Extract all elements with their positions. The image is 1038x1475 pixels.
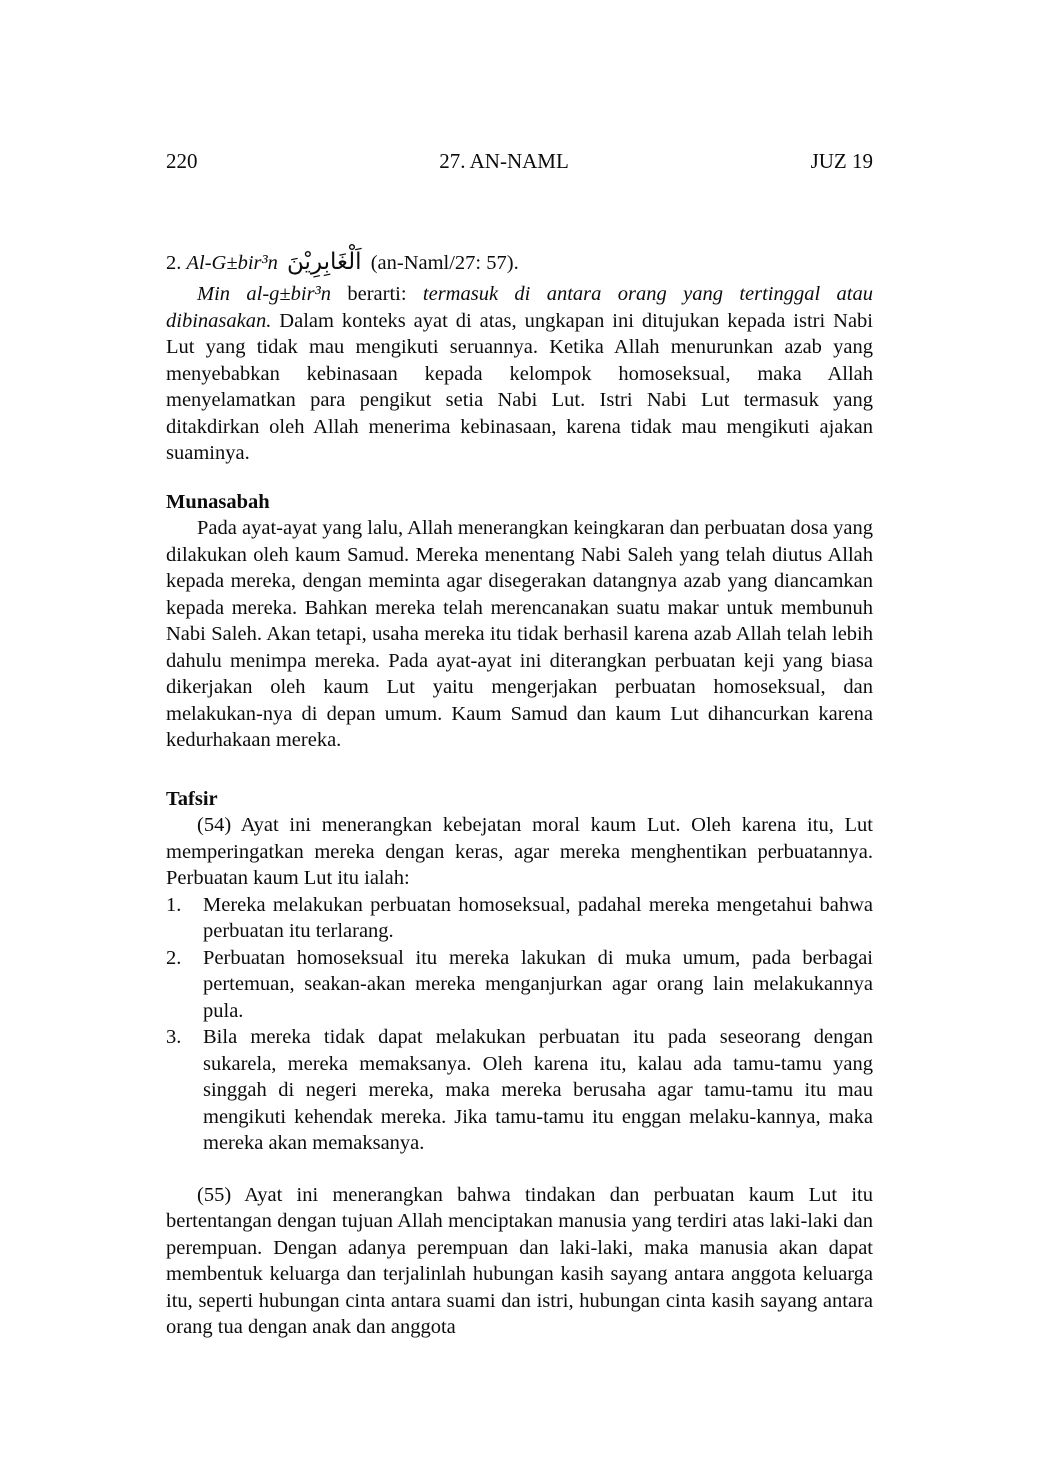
list-item bbox=[166, 945, 873, 1025]
list-item bbox=[166, 892, 873, 945]
term-explanation-paragraph bbox=[166, 281, 873, 467]
munasabah-paragraph: Pada ayat-ayat yang lalu, Allah menerangkan keingkaran dan perbuatan dosa yang dilakukan oleh kaum Samud. Mereka menentang Nabi Saleh yang telah diutus Allah kepada mereka, dengan meminta agar disegerakan datangnya azab yang diancamkan kepada mereka. Bahkan mereka telah merencanakan suatu makar untuk membunuh Nabi Saleh. Akan tetapi, usaha mereka itu tidak berhasil karena azab Allah telah lebih dahulu menimpa mereka. Pada ayat-ayat ini diterangkan perbuatan keji yang biasa dikerjakan oleh kaum Lut yaitu mengerjakan perbuatan homoseksual, dan melakukan-nya di depan umum. Kaum Samud dan kaum Lut dihancurkan karena kedurhakaan mereka. bbox=[166, 517, 873, 751]
term-transliteration: Al-G±bir³n bbox=[186, 251, 278, 274]
arabic-term: اَلْغَابِرِيْنَ bbox=[287, 248, 362, 275]
term-translit-inline: Min al-g±bir³n bbox=[197, 283, 331, 305]
term-number: 2. bbox=[166, 251, 187, 274]
list-item-text: Bila mereka tidak dapat melakukan perbuatan itu pada seseorang dengan sukarela, mereka memaksanya. Oleh karena itu, kalau ada tamu-tamu yang singgah di negeri mereka, maka mereka berusaha agar tamu-tamu itu mau mengikuti kehendak mereka. Jika tamu-tamu itu enggan melaku-kannya, maka mereka akan memaksanya. bbox=[203, 1026, 873, 1154]
list-item-number: 1. bbox=[166, 893, 182, 916]
list-item-number: 2. bbox=[166, 946, 182, 969]
surah-title: 27. AN-NAML bbox=[439, 149, 569, 173]
running-header bbox=[166, 148, 873, 175]
tafsir-numbered-list bbox=[166, 892, 873, 1157]
list-item bbox=[166, 1024, 873, 1157]
list-item-text: Mereka melakukan perbuatan homoseksual, padahal mereka mengetahui bahwa perbuatan itu terlarang. bbox=[203, 893, 873, 942]
term-entry-line bbox=[166, 249, 873, 277]
list-item-text: Perbuatan homoseksual itu mereka lakukan di muka umum, pada berbagai pertemuan, seakan-akan mereka menganjurkan agar orang lain melakukannya pula. bbox=[203, 946, 873, 1022]
tafsir-paragraph-55: (55) Ayat ini menerangkan bahwa tindakan dan perbuatan kaum Lut itu bertentangan dengan tujuan Allah menciptakan manusia yang terdiri atas laki-laki dan perempuan. Dengan adanya perempuan dan laki-laki, maka manusia akan dapat membentuk keluarga dan terjalinlah hubungan kasih sayang antara anggota keluarga itu, seperti hubungan cinta antara suami dan istri, hubungan cinta kasih sayang antara orang tua dengan anak dan anggota bbox=[166, 1183, 873, 1338]
munasabah-heading: Munasabah bbox=[166, 490, 270, 513]
page-number: 220 bbox=[166, 149, 198, 173]
list-item-number: 3. bbox=[166, 1026, 182, 1048]
tafsir-heading: Tafsir bbox=[166, 787, 218, 810]
berarti-text: berarti: bbox=[330, 283, 423, 305]
juz-label: JUZ 19 bbox=[810, 149, 873, 173]
tafsir-paragraph-54: (54) Ayat ini menerangkan kebejatan moral kaum Lut. Oleh karena itu, Lut memperingatkan mereka dengan keras, agar mereka menghentikan perbuatannya. Perbuatan kaum Lut itu ialah: bbox=[166, 814, 873, 889]
meaning-italic: termasuk di antara orang yang tertinggal atau dibinasakan. bbox=[166, 283, 873, 332]
term-explanation-rest: Dalam konteks ayat di atas, ungkapan ini ditujukan kepada istri Nabi Lut yang tidak mau mengikuti seruannya. Ketika Allah menurunkan azab yang menyebabkan kebinasaan kepada kelompok homoseksual, maka Allah menyelamatkan para pengikut setia Nabi Lut. Istri Nabi Lut termasuk yang ditakdirkan oleh Allah menerima kebinasaan, karena tidak mau mengikuti ajakan suaminya. bbox=[166, 309, 873, 464]
term-reference: (an-Naml/27: 57). bbox=[370, 251, 519, 274]
